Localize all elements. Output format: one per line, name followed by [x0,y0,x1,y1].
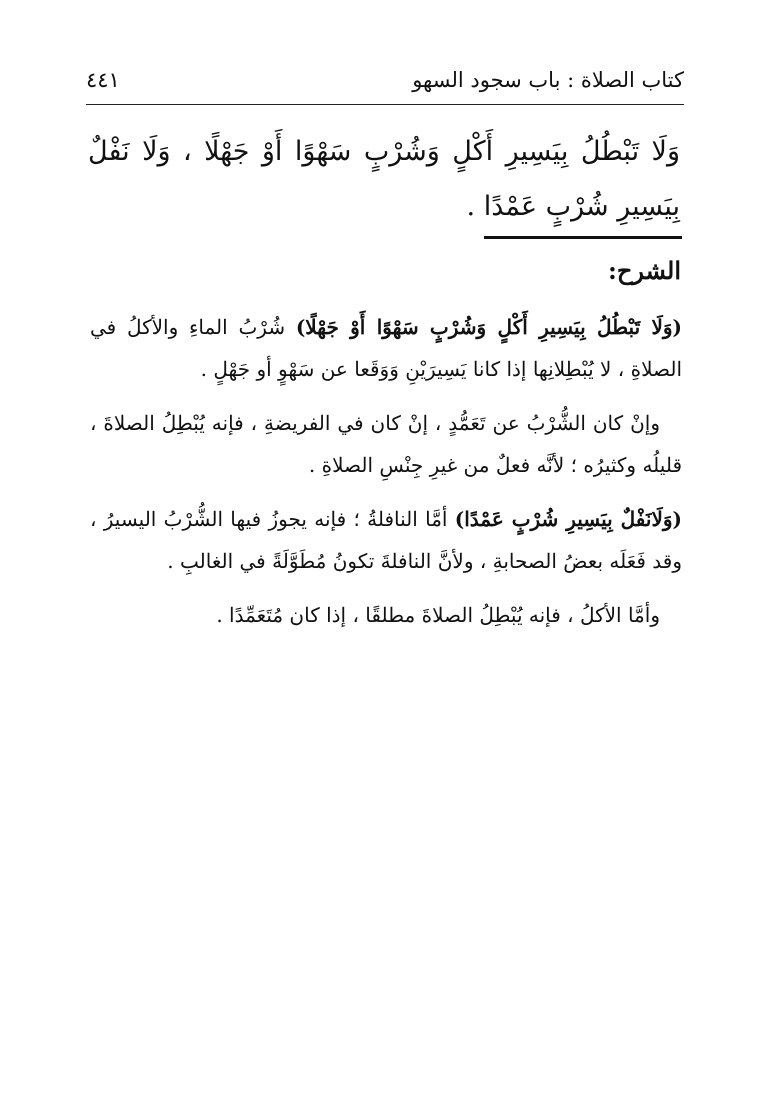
commentary-paragraph [90,594,682,636]
header-rule [86,104,684,105]
commentary-body [90,306,682,648]
commentary-paragraph [90,498,682,582]
commentary-paragraph [90,306,682,390]
sharh-heading: الشرح: [608,256,681,285]
paragraph-text: وإنْ كان الشُّرْبُ عن تَعَمُّدٍ ، إنْ كان في الفريضةِ ، فإنه يُبْطِلُ الصلاةَ ، قليلُه وكثيرُه ؛ لأنَّه فعلٌ من غيرِ جِنْسِ الصلاةِ . [90,411,682,477]
matn-separator-rule [484,236,682,239]
running-header [86,66,684,100]
quoted-matn: (وَلَا تَبْطُلُ بِيَسِيرِ أَكْلٍ وَشُرْبٍ سَهْوًا أَوْ جَهْلًا) [295,315,683,339]
quoted-matn: (وَلَانَفْلٌ بِيَسِيرِ شُرْبٍ عَمْدًا) [454,507,682,531]
running-title: كتاب الصلاة : باب سجود السهو [412,68,684,92]
matn-text: وَلَا تَبْطُلُ بِيَسِيرِ أَكْلٍ وَشُرْبٍ سَهْوًا أَوْ جَهْلًا ، وَلَا نَفْلٌ بِيَسِيرِ شُرْبٍ عَمْدًا . [88,136,680,222]
paragraph-text: وأمَّا الأكلُ ، فإنه يُبْطِلُ الصلاةَ مطلقًا ، إذا كان مُتَعَمِّدًا . [216,603,660,627]
page-number: ٤٤١ [86,68,120,92]
commentary-paragraph [90,402,682,486]
paragraph-text: أمَّا النافلةُ ؛ فإنه يجوزُ فيها الشُّرْبُ اليسيرُ ، وقد فَعَلَه بعضُ الصحابةِ ، ولأنَّ النافلةَ تكونُ مُطَوَّلَةً في الغالبِ . [90,507,682,573]
paragraph-text: شُرْبُ الماءِ والأكلُ في الصلاةِ ، لا يُبْطِلانِها إذا كانا يَسِيرَيْنِ وَوَقَعا عن سَهْوٍ أو جَهْلٍ . [90,315,682,381]
